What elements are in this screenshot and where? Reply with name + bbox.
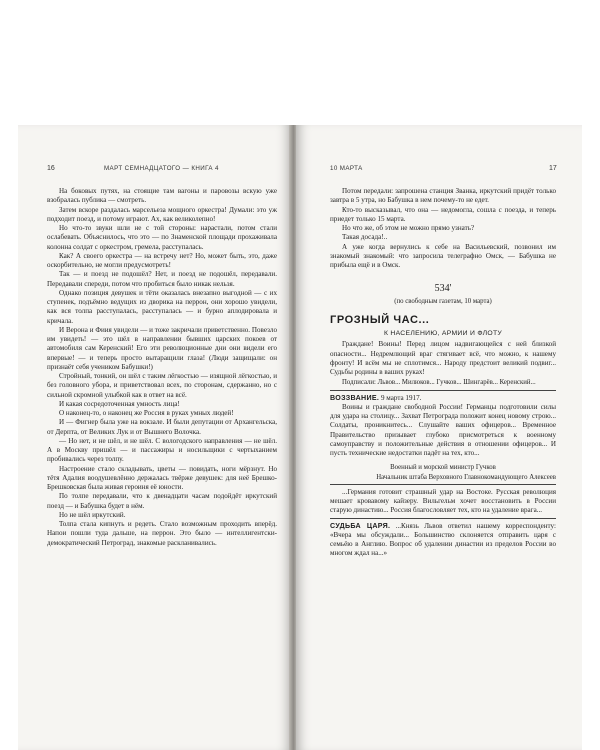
newspaper-headline: ГРОЗНЫЙ ЧАС... [330, 313, 430, 326]
section-divider [330, 390, 556, 391]
paragraph: Настроение стало складывать, цветы — повидать, ноги мёрзнут. Но тётя Адалия воодушевлённо держалась твёрже девушек: для неё Брешко-Брешковская была живая героиня её юности. [47, 464, 277, 491]
document-source: (по свободным газетам, 10 марта) [394, 297, 492, 305]
paragraph: О наконец-то, о наконец же Россия в руках умных людей! [59, 409, 234, 417]
left-page-number: 16 [47, 165, 55, 172]
paragraph: Стройный, тонкий, он шёл с таким лёгкостью — изящной лёгкостью, и без головного убора, и приветствовал всех, по сторонам, сдержанно, но с сильной скромной улыбкой как в ответ на всё. [47, 372, 277, 399]
vozvanie-heading [330, 394, 556, 403]
paragraph: Кто-то высказывал, что она — недомогла, сошла с поезда, и теперь приедет только 15 марта. [330, 205, 556, 223]
paragraph: И какая сосредоточенная умность лица! [59, 399, 180, 408]
paragraph: По толпе передавали, что к двенадцати часам подойдёт иркутский поезд — и Бабушка будет в нём. [47, 492, 277, 510]
right-page-number: 17 [549, 165, 557, 172]
left-page-text [47, 187, 277, 548]
paragraph: Так — и поезд не подошёл? Нет, и поезд не подошёл, передавали. Передавали спереди, потом что пробиться было никак нельзя. [47, 270, 277, 288]
right-running-head: 10 МАРТА [330, 165, 363, 172]
paragraph: Но что-то звуки шли не с той стороны: нарастали, потом стали ослабевать. Объяснилось, что это — по Знаменской площади прохаживала колонна солдат с оркестром, гремела, расступалась. [47, 224, 277, 251]
paragraph: Такая досада!.. [342, 233, 388, 242]
vozvanie-text: Воины и граждане свободной России! Германцы подготовили силы для удара на столицу... Захват Петрограда положит конец новому строю... Солдаты, проникнитесь... Слушайте ваших офицеров... Временное Правительство призывает глубоко присмотреться к военному самоуправству и положительные действия в отношении офицеров... И пусть технические недостатки падёт на тех, кто... [330, 402, 556, 457]
paragraph: Затем вскоре раздалась марсельеза мощного оркестра! Думали: это уж подходит поезд, и потому играют. Ах, как великолепно! [47, 205, 277, 223]
paragraph: Толпа стала кипнуть и редеть. Стало возможным проходить вперёд. Напои пошли туда дальше, на перрон. Это было — интеллигентски-демократический Петроград, знакомые раскланивались. [47, 520, 277, 547]
german-paragraph: ...Германия готовит страшный удар на Востоке. Русская революция мешает кровавому кайзеру. Вильгельм хочет восстановить в России старую династию... Россия благословляет тех, кто на удаление врага... [330, 487, 556, 515]
paragraph: Потом передали: запрошена станция Званка, иркутский придёт только завтра в 5 утра, но Бабушка в нем почему-то не едет. [330, 187, 556, 205]
vozvanie-signature-1: Военный и морской министр Гучков [390, 464, 496, 472]
paragraph: Но не шёл иркутский. [59, 510, 126, 519]
paragraph: Как? А своего оркестра — на встречу нет? Но, может быть, это, даже оскорбительно, не могли предусмотреть! [47, 251, 277, 269]
paragraph: А уже когда вернулись к себе на Васильевский, позвонил им знакомый знакомый: что запросила телеграфно Омск, — Бабушка не прибыла ещё и в Омск. [330, 242, 556, 269]
paragraph: На боковых путях, на стоящие там вагоны и паровозы вскую уже взобралась публика — смотреть. [47, 187, 277, 205]
appeal-signature: Подписали: Львов... Милюков... Гучков... Шингарёв... Керенский... [342, 379, 536, 387]
left-running-head: МАРТ СЕМНАДЦАТОГО — КНИГА 4 [104, 165, 219, 172]
vozvanie-lead: ВОЗЗВАНИЕ. [330, 393, 380, 402]
section-divider [330, 518, 556, 519]
vozvanie-date: 9 марта 1917. [380, 393, 422, 402]
appeal-subheading: К НАСЕЛЕНИЮ, АРМИИ И ФЛОТУ [383, 330, 503, 337]
tsar-text: ...Князь Львов ответил нашему корреспонденту: «Вчера мы обсуждали... Большинство склоняется отправить царя с семьёю в Англию. Вопрос об удалении династии из пределов России во многом ждал на...» [330, 521, 556, 558]
right-page [296, 125, 582, 750]
paragraph: Однако позиция девушек и тёти оказалась внезапно выгодной — с их ступенек, подъёмно ведущих из дворика на перрон, они хорошо увидели, как вся толпа расступалась, расступалась — и бурно аплодировала и кричала. [47, 288, 277, 325]
paragraph: — Но нет, и не шёл, и не шёл. С вологодского направления — не шёл. А в Москву пришёл — и пассажиры и носильщики с чертыханием пробивались через толпу. [47, 436, 277, 464]
left-page [18, 125, 291, 750]
tsar-lead: СУДЬБА ЦАРЯ. [330, 521, 391, 530]
section-divider [330, 484, 556, 485]
tsar-section [330, 522, 556, 559]
paragraph: И — Фигнер была уже на вокзале. И были депутации от Архангельска, от Дерпта, от Великих Лук и от Вышнего Волочка. [47, 418, 277, 436]
vozvanie-signature-2: Начальник штаба Верховного Главнокомандующего Алексеев [376, 473, 556, 481]
right-page-text [330, 187, 556, 559]
paragraph: Но что же, об этом не можно прямо узнать? [342, 224, 475, 232]
appeal-paragraph: Граждане! Воины! Перед лицом надвигающейся с ней близкой опасности... Недремлющий враг стягивает всё, что можно, к нашему фронту! И всём мы не сплотимся... Народу предстоит великий подвиг... Судьбы родины в ваших руках! [330, 340, 556, 376]
document-number: 534' [434, 283, 452, 295]
paragraph: И Верона и Фиия увидели — и тоже закричали приветственно. Повезло им увидеть! — это шёл в направлении бывших царских покоев от автомобиля сам Керенский! Его эти революционные дни они видели его впервые! — и теперь просто вытаращили глаза! (Люди защищали: он признаёт себя учеником Бабушки!) [47, 325, 277, 371]
